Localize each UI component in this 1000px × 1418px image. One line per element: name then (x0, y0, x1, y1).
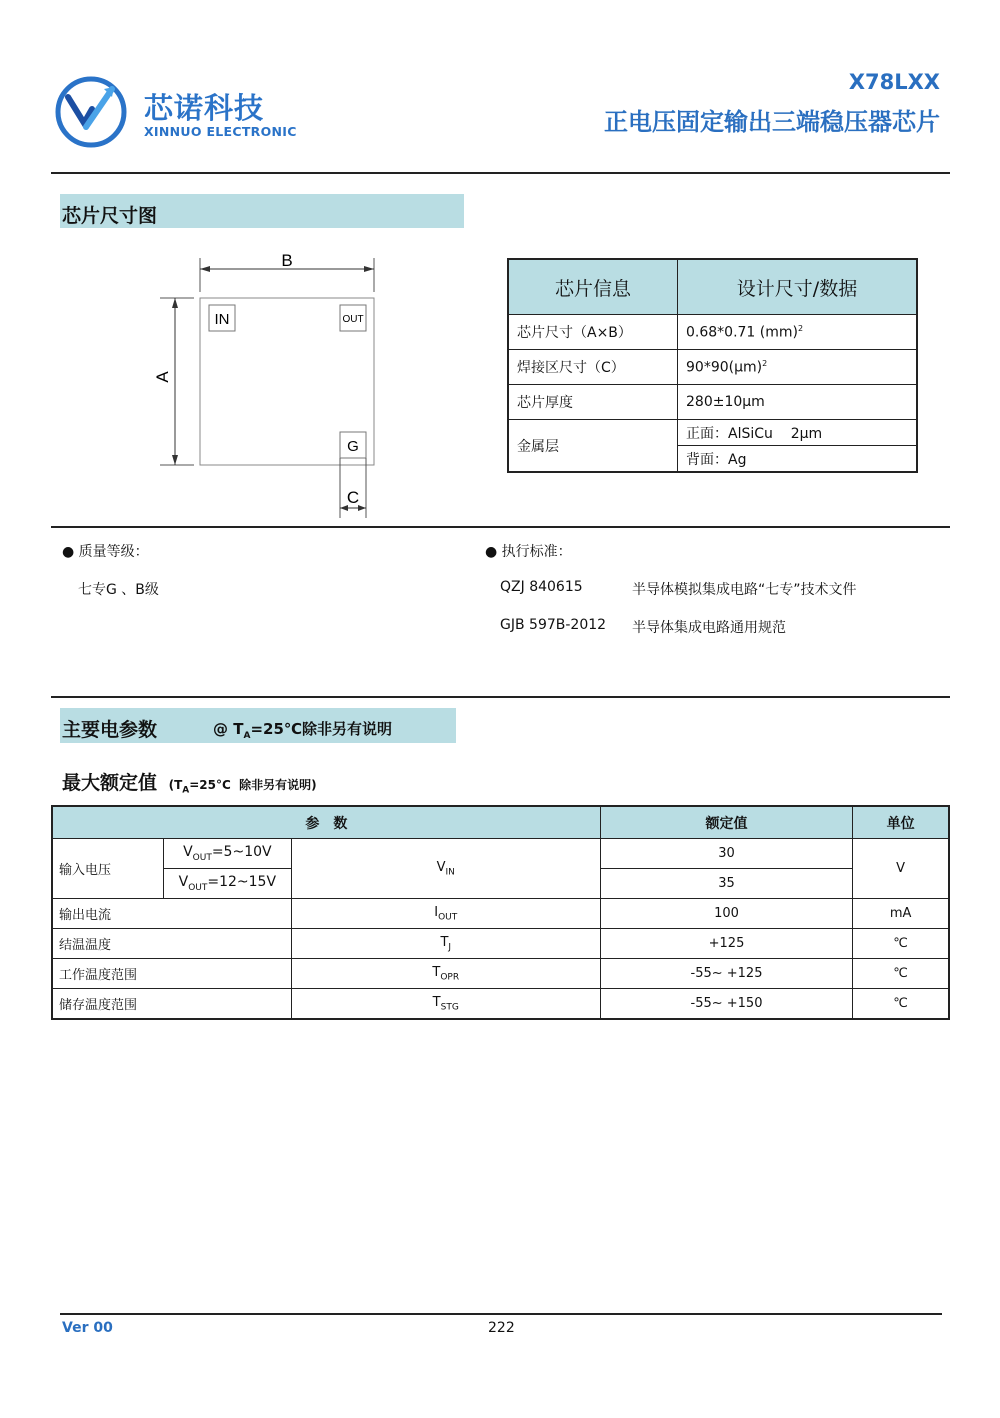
dim-label-a: A (153, 371, 172, 383)
chip-size-value: 0.68*0.71 (mm)$^2$ (678, 315, 918, 350)
electrical-condition: @ $T_A=25℃$除非另有说明 (213, 720, 393, 741)
company-name-en: XINNUO ELECTRONIC (144, 124, 297, 139)
param-unit: mA (853, 899, 949, 929)
pad-label-in: IN (214, 311, 230, 328)
section-divider (51, 526, 950, 528)
standard-desc: 半导体集成电路通用规范 (632, 620, 786, 636)
input-voltage-value1: 30 (600, 839, 852, 869)
param-symbol: $I_{OUT}$ (291, 899, 600, 929)
pad-size-value: $90*90(\mu m)^2$ (678, 350, 918, 385)
document-version: Ver 00 (62, 1320, 113, 1336)
standards-heading: ● 执行标准： (485, 544, 572, 560)
model-number: X78LXX (848, 70, 940, 94)
table-row (52, 959, 949, 989)
dim-label-c: C (346, 488, 360, 507)
chip-info-table (507, 258, 918, 473)
chip-size-label: 芯片尺寸（A×B） (508, 315, 678, 350)
metal-layer-label: 金属层 (508, 420, 678, 473)
input-voltage-unit: V (853, 839, 949, 899)
thickness-label: 芯片厚度 (508, 385, 678, 420)
standard-code: QZJ 840615 (500, 579, 583, 595)
chip-dimension-diagram (150, 250, 390, 525)
param-value: 100 (600, 899, 852, 929)
input-voltage-cond1: $V_{OUT}=5\sim 10V$ (163, 839, 291, 869)
page-number: 222 (488, 1320, 515, 1336)
max-ratings-table (51, 805, 950, 1020)
param-label: 工作温度范围 (52, 959, 291, 989)
input-voltage-value2: 35 (600, 869, 852, 899)
param-value: -55~ +125 (600, 959, 852, 989)
table-row (508, 385, 917, 420)
quality-heading: ● 质量等级： (62, 544, 149, 560)
table-row (52, 839, 949, 869)
param-symbol: $T_J$ (291, 929, 600, 959)
metal-back-value: 背面：Ag (678, 446, 918, 473)
param-symbol: $T_{OPR}$ (291, 959, 600, 989)
company-name-cn: 芯诺科技 (144, 91, 265, 125)
dim-label-b: B (281, 251, 293, 270)
standard-code: GJB 597B-2012 (500, 617, 607, 633)
input-voltage-cond2: $V_{OUT}=12\sim 15V$ (163, 869, 291, 899)
quality-value: 七专G 、B级 (78, 582, 159, 598)
param-unit: ℃ (853, 989, 949, 1020)
table-row (508, 350, 917, 385)
metal-front-value: 正面：AlSiCu 2μm (678, 420, 918, 446)
param-label: 输出电流 (52, 899, 291, 929)
ratings-header-param: 参 数 (52, 806, 600, 839)
input-voltage-label: 输入电压 (52, 839, 163, 899)
pad-label-out: OUT (342, 314, 364, 325)
footer-divider (60, 1313, 942, 1315)
section-title-chip: 芯片尺寸图 (62, 205, 158, 227)
ratings-title: 最大额定值 ($T_A=25^\circ C$ 除非另有说明) (62, 772, 317, 796)
chip-table-header-info: 芯片信息 (508, 259, 678, 315)
company-logo (54, 75, 128, 149)
param-value: +125 (600, 929, 852, 959)
pad-label-g: G (347, 438, 359, 455)
table-row (52, 989, 949, 1020)
table-row (508, 420, 917, 446)
ratings-header-value: 额定值 (600, 806, 852, 839)
param-unit: ℃ (853, 959, 949, 989)
param-unit: ℃ (853, 929, 949, 959)
param-label: 结温温度 (52, 929, 291, 959)
table-row (52, 929, 949, 959)
header-divider (51, 172, 950, 174)
logo-emblem-icon (54, 75, 128, 149)
standard-desc: 半导体模拟集成电路“七专”技术文件 (632, 582, 857, 598)
param-symbol: $T_{STG}$ (291, 989, 600, 1020)
input-voltage-symbol: $V_{IN}$ (291, 839, 600, 899)
document-subtitle: 正电压固定输出三端稳压器芯片 (604, 108, 940, 136)
section-title-electrical: 主要电参数 (62, 719, 158, 741)
table-row (508, 315, 917, 350)
section-divider (51, 696, 950, 698)
thickness-value: 280±10μm (678, 385, 918, 420)
ratings-header-unit: 单位 (853, 806, 949, 839)
param-value: -55~ +150 (600, 989, 852, 1020)
table-row (52, 899, 949, 929)
chip-table-header-data: 设计尺寸/数据 (678, 259, 918, 315)
pad-size-label: 焊接区尺寸（C） (508, 350, 678, 385)
param-label: 储存温度范围 (52, 989, 291, 1020)
